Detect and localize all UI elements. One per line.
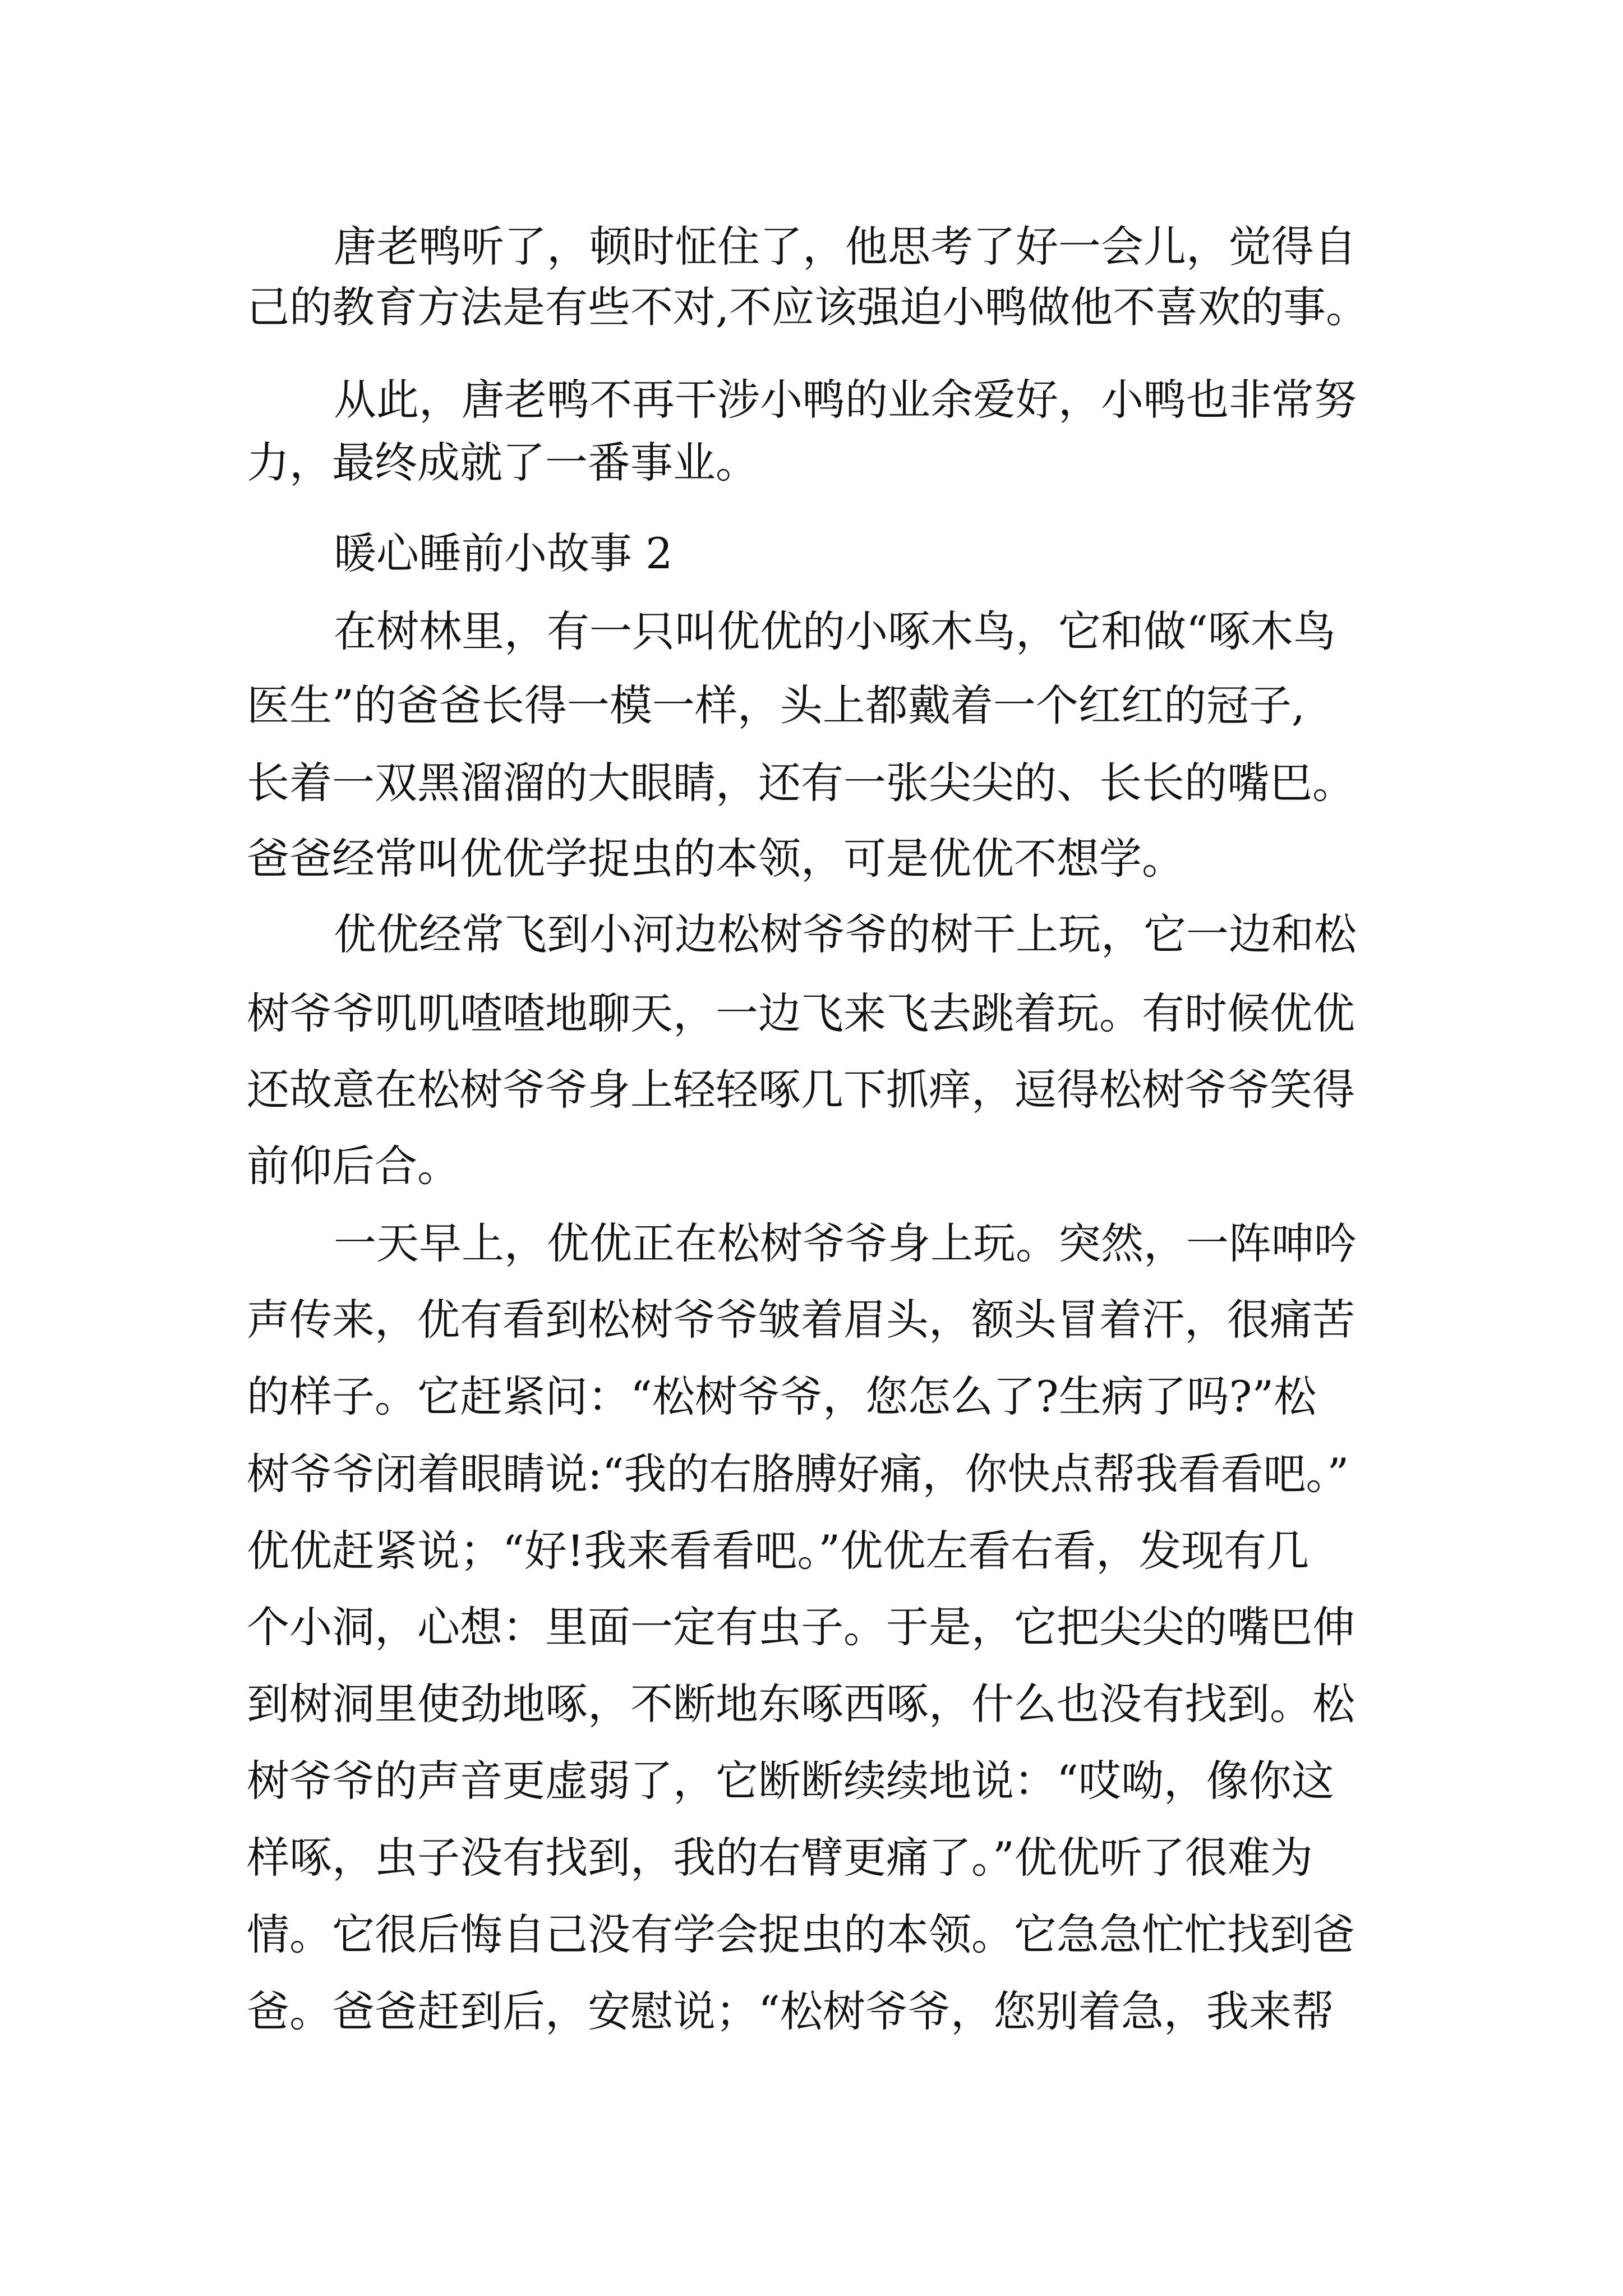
paragraph-line: 爸爸经常叫优优学捉虫的本领，可是优优不想学。: [247, 834, 1184, 884]
paragraph-line: 优优赶紧说；“好!我来看看吧。”优优左看右看，发现有几: [247, 1526, 1310, 1576]
paragraph-line: 个小洞，心想：里面一定有虫子。于是，它把尖尖的嘴巴伸: [247, 1602, 1355, 1652]
paragraph-line: 在树林里，有一只叫优优的小啄木鸟，它和做“啄木鸟: [334, 606, 1336, 656]
paragraph-line: 医生”的爸爸长得一模一样，头上都戴着一个红红的冠子,: [247, 680, 1306, 730]
paragraph-line: 一天早上，优优正在松树爷爷身上玩。突然，一阵呻吟: [334, 1218, 1357, 1268]
paragraph-line: 树爷爷叽叽喳喳地聊天，一边飞来飞去跳着玩。有时候优优: [247, 988, 1355, 1038]
paragraph-line: 样啄，虫子没有找到，我的右臂更痛了。”优优听了很难为: [247, 1833, 1313, 1883]
paragraph-line: 还故意在松树爷爷身上轻轻啄几下抓痒，逗得松树爷爷笑得: [247, 1065, 1355, 1115]
paragraph-line: 爸。爸爸赶到后，安慰说；“松树爷爷，您别着急，我来帮: [247, 1986, 1334, 2036]
paragraph-line: 力，最终成就了一番事业。: [247, 438, 758, 487]
paragraph-line: 树爷爷闭着眼睛说:“我的右胳膊好痛，你快点帮我看看吧。”: [247, 1449, 1349, 1499]
paragraph-line: 情。它很后悔自己没有学会捉虫的本领。它急急忙忙找到爸: [247, 1910, 1355, 1959]
paragraph-line: 长着一双黑溜溜的大眼睛，还有一张尖尖的、长长的嘴巴。: [247, 758, 1355, 808]
paragraph-line: 唐老鸭听了，顿时怔住了，他思考了好一会儿，觉得自: [334, 222, 1357, 272]
paragraph-line: 到树洞里使劲地啄，不断地东啄西啄，什么也没有找到。松: [247, 1679, 1355, 1729]
paragraph-line: 的样子。它赶紧问：“松树爷爷，您怎么了?生病了吗?”松: [247, 1372, 1317, 1421]
paragraph-line: 己的教育方法是有些不对,不应该强迫小鸭做他不喜欢的事。: [247, 282, 1369, 332]
paragraph-line: 树爷爷的声音更虚弱了，它断断续续地说：“哎呦，像你这: [247, 1756, 1334, 1806]
paragraph-line: 优优经常飞到小河边松树爷爷的树干上玩，它一边和松: [334, 909, 1357, 959]
paragraph-line: 前仰后合。: [247, 1141, 460, 1191]
section-heading: 暖心睡前小故事 2: [334, 528, 673, 578]
paragraph-line: 声传来，优有看到松树爷爷皱着眉头，额头冒着汗，很痛苦: [247, 1295, 1355, 1345]
paragraph-line: 从此，唐老鸭不再干涉小鸭的业余爱好，小鸭也非常努: [334, 375, 1357, 425]
